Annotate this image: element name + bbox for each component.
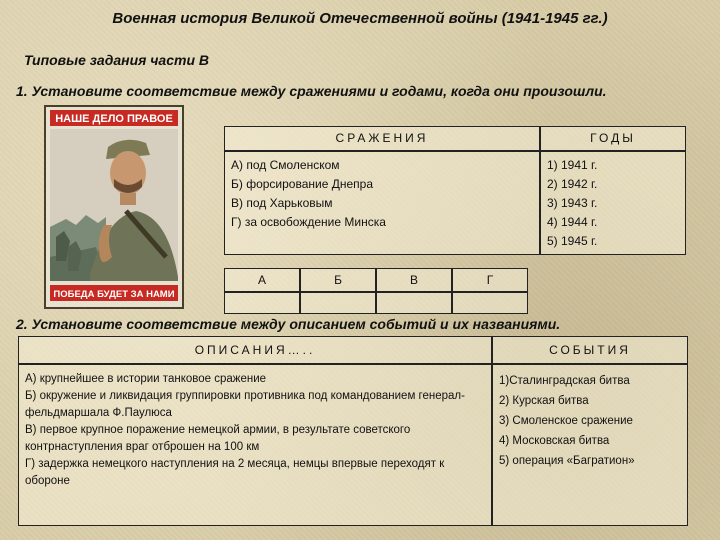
poster-bottom-text: ПОБЕДА БУДЕТ ЗА НАМИ <box>53 289 175 300</box>
page-title: Военная история Великой Отечественной войны (1941-1945 гг.) <box>112 10 608 27</box>
list-item: Б) форсирование Днепра <box>231 177 374 191</box>
list-item: 4) Московская битва <box>499 435 610 447</box>
list-item: А) крупнейшее в истории танковое сражение <box>25 373 267 385</box>
years-header: ГОДЫ <box>540 126 686 151</box>
list-item: А) под Смоленском <box>231 158 340 172</box>
answer-input-cell[interactable] <box>300 292 376 314</box>
task2-heading: 2. Установите соответствие между описанием событий и их названиями. <box>16 316 561 332</box>
list-item: 5) операция «Багратион» <box>499 455 635 467</box>
list-item: 3) 1943 г. <box>547 196 598 210</box>
task1-heading: 1. Установите соответствие между сражениями и годами, когда они произошли. <box>16 83 607 99</box>
answer-letter-cell: Г <box>452 268 528 292</box>
answer-input-cell[interactable] <box>224 292 300 314</box>
descriptions-list <box>18 364 492 526</box>
answer-letter-cell: В <box>376 268 452 292</box>
battles-header: СРАЖЕНИЯ <box>224 126 540 151</box>
poster-illustration <box>46 107 182 307</box>
war-poster-image <box>44 105 184 309</box>
list-item: Г) задержка немецкого наступления на 2 месяца, немцы впервые переходят к обороне <box>25 458 445 487</box>
list-item: 4) 1944 г. <box>547 215 598 229</box>
descriptions-header: ОПИСАНИЯ….. <box>18 336 492 364</box>
list-item: 2) 1942 г. <box>547 177 598 191</box>
list-item: 1) 1941 г. <box>547 158 598 172</box>
list-item: Г) за освобождение Минска <box>231 215 386 229</box>
list-item: 1)Сталинградская битва <box>499 375 630 387</box>
events-header: СОБЫТИЯ <box>492 336 688 364</box>
answer-input-cell[interactable] <box>376 292 452 314</box>
subtitle: Типовые задания части В <box>24 52 210 68</box>
list-item: 2) Курская битва <box>499 395 589 407</box>
list-item: В) под Харьковым <box>231 196 333 210</box>
years-list <box>540 151 686 255</box>
answer-letter-cell: Б <box>300 268 376 292</box>
events-list <box>492 364 688 526</box>
battles-list <box>224 151 540 255</box>
list-item: Б) окружение и ликвидация группировки противника под командованием генерал-фельдмаршала Ф.Паулюса <box>25 390 465 419</box>
answer-letter-cell: А <box>224 268 300 292</box>
poster-top-text: НАШЕ ДЕЛО ПРАВОЕ <box>55 113 173 125</box>
list-item: 5) 1945 г. <box>547 234 598 248</box>
list-item: 3) Смоленское сражение <box>499 415 633 427</box>
list-item: В) первое крупное поражение немецкой армии, в результате советского контрнаступления враг отброшен на 100 км <box>25 424 411 453</box>
answer-input-cell[interactable] <box>452 292 528 314</box>
